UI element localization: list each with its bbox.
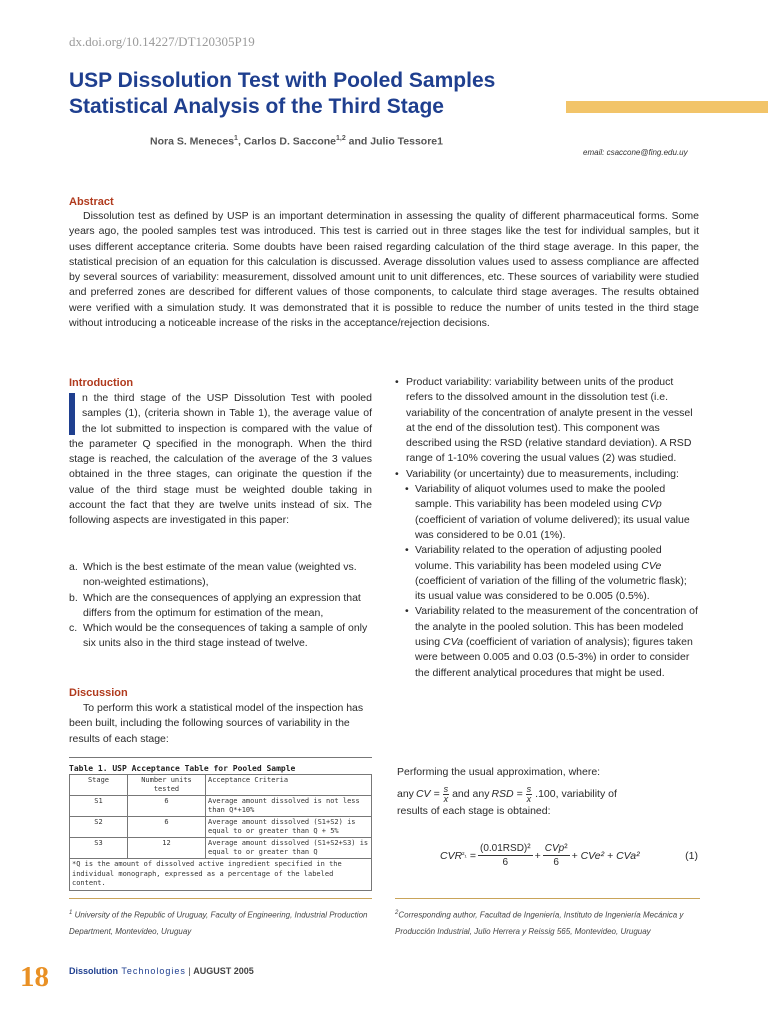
article-title: [69, 68, 569, 120]
table-header: Stage: [70, 775, 128, 796]
email-contact[interactable]: email: csaccone@fing.edu.uy: [583, 148, 688, 157]
table-header-row: [70, 775, 372, 796]
list-item: b. Which are the consequences of applying an expression that differs from the optimum for estimation of the mean,: [69, 591, 361, 619]
approximation-text: [397, 765, 702, 819]
table-caption: Table 1. USP Acceptance Table for Pooled Sample: [69, 764, 296, 773]
fraction: $\frac{\text{CVp²}}{6}$: [544, 843, 568, 868]
list-item: • Variability of aliquot volumes used to make the pooled sample. This variability has been modeled using CVp (coefficient of variation of volume delivered); its usual value was considered to be 0.01 (1%).: [395, 482, 700, 543]
approximation-formula-line: any CV = $\frac{s}{x}$ and any RSD = $\frac{s}{x}$ .100, variability of: [397, 784, 617, 804]
footnote-rule-right: [395, 898, 700, 899]
discussion-text: To perform this work a statistical model of the inspection has been built, including the following sources of variability in the results of each stage:: [69, 702, 364, 745]
journal-footer: Dissolution Technologies | AUGUST 2005: [69, 966, 254, 976]
abstract-heading: Abstract: [69, 196, 114, 208]
bullet-icon: •: [395, 376, 399, 388]
fraction: $\frac{s}{x}$: [526, 784, 532, 804]
list-item: • Variability related to the measurement of the concentration of the analyte in the pooled solution. This has been modeled using CVa (coefficient of variation of analysis); figures taken were between 0.005 and 0.03 (0.5-3%) in order to consider the different analytical procedures that might be used.: [395, 604, 700, 680]
page-number: 18: [20, 961, 49, 993]
table-cell: 6: [128, 796, 206, 817]
table-cell: 12: [128, 838, 206, 859]
table-cell: 6: [128, 817, 206, 838]
equation-number: (1): [685, 849, 698, 862]
table-row: [70, 838, 372, 859]
fraction: $\frac{s}{x}$: [443, 784, 449, 804]
table-cell: S1: [70, 796, 128, 817]
introduction-body: [69, 391, 372, 529]
author-3: and Julio Tessore1: [345, 135, 443, 148]
footnote-2: $^2$Corresponding author, Facultad de Ingeniería, Instituto de Ingeniería Mecánica y Producción Industrial, Julio Herrera y Reissig 565, Montevideo, Uruguay: [395, 910, 684, 936]
introduction-heading: Introduction: [69, 377, 134, 389]
table-cell: S3: [70, 838, 128, 859]
journal-name-a: Dissolution: [69, 966, 118, 976]
approximation-intro: Performing the usual approximation, where:: [397, 766, 601, 778]
table-row: [70, 817, 372, 838]
discussion-heading: Discussion: [69, 687, 128, 699]
table-cell: Average amount dissolved (S1+S2+S3) is equal to or greater than Q: [206, 838, 372, 859]
bullet-icon: •: [405, 544, 409, 557]
table-header: Acceptance Criteria: [206, 775, 372, 796]
approximation-results: results of each stage is obtained:: [397, 805, 551, 817]
title-line-2: Statistical Analysis of the Third Stage: [69, 95, 444, 118]
list-item: • Product variability: variability between units of the product refers to the dissolved amount in the dissolution test (i.e. variability of the concentration of analyte present in the vessel at the end of the dissolution test). This component was described using the RSD (relative standard deviation). A RSD range of 1-10% covering the usual values (2) was studied.: [395, 375, 700, 467]
fraction: $\frac{\text{(0.01RSD)²}}{6}$: [480, 843, 531, 868]
table-row: [70, 796, 372, 817]
bullet-icon: •: [405, 483, 409, 496]
bullet-icon: •: [405, 605, 409, 618]
list-item: • Variability (or uncertainty) due to measurements, including:: [395, 467, 700, 482]
author-2-affiliation: 1,2: [336, 135, 346, 142]
title-line-1: USP Dissolution Test with Pooled Samples: [69, 69, 496, 92]
footnote-1: $^1$ University of the Republic of Uruguay, Faculty of Engineering, Industrial Production Department, Montevideo, Uruguay: [69, 910, 368, 936]
table-cell: Average amount dissolved (S1+S2) is equal to or greater than Q + 5%: [206, 817, 372, 838]
abstract-text: Dissolution test as defined by USP is an important determination in assessing the quality of different pharmaceutical forms. Some years ago, the pooled samples test was introduced. This test is carried out in three stages like the test for individual samples, but it uses different acceptance criteria. Some doubts have been raised regarding calculation of the third stage average. In this paper, the statistical precision of an equation for this calculation is discussed. Average dissolution values used to assess compliance are affected by several sources of variability: measurement, dissolved amount unit to unit differences, etc. These sources of variability were studied and preferred zones are described for different values of those components, to calculate third stage averages. The results obtained were verified with a simulation study. It was demonstrated that it is possible to reduce the number of units tested in the third stage without introducing a noticeable increase of the risks in the acceptance/rejection decisions.: [69, 210, 699, 330]
table-footnote: *Q is the amount of dissolved active ingredient specified in the individual monograph, expressed as a percentage of the labeled content.: [69, 859, 372, 891]
question-list: [69, 560, 372, 652]
footnote-rule-left: [69, 898, 372, 899]
equation-1: CVR ²₁ = $\frac{\text{(0.01RSD)²}}{6}$ + $\frac{\text{CVp²}}{6}$ + CVe² + CVa² (1): [440, 843, 698, 868]
journal-name-b: Technologies: [118, 966, 186, 976]
authors: [150, 135, 443, 148]
variability-list: [395, 375, 700, 681]
issue-date: AUGUST 2005: [193, 966, 254, 976]
list-item: a. Which is the best estimate of the mean value (weighted vs. non-weighted estimations),: [69, 561, 357, 589]
drop-cap: [69, 393, 75, 435]
table-cell: Average amount dissolved is not less than Q*+10%: [206, 796, 372, 817]
author-1: Nora S. Meneces: [150, 135, 235, 148]
bullet-icon: •: [395, 467, 399, 480]
title-accent-bar: [566, 101, 768, 113]
author-2: , Carlos D. Saccone: [237, 135, 336, 148]
list-item: • Variability related to the operation of adjusting pooled volume. This variability has been modeled using CVe (coefficient of variation of the filling of the volumetric flask); its usual value was considered to be 0.005 (0.5%).: [395, 543, 700, 604]
table-cell: S2: [70, 817, 128, 838]
doi-link[interactable]: dx.doi.org/10.14227/DT120305P19: [69, 34, 255, 49]
list-item: c. Which would be the consequences of taking a sample of only six units also in the third stage instead of twelve.: [69, 622, 368, 650]
table-header: Number units tested: [128, 775, 206, 796]
author-1-affiliation: 1: [234, 135, 238, 142]
introduction-text: n the third stage of the USP Dissolution Test with pooled samples (1), (criteria shown in Table 1), the average value of the lot submitted to inspection is compared with the value of the parameter Q specified in the monograph. When the third stage is reached, the calculation of the average of the 3 values obtained in the three stages, can originate the question if the value of the third stage must be weighted double taking in account the fact that they are twelve units instead of six. The following aspects are investigated in this paper:: [69, 392, 372, 527]
table-1: [69, 757, 372, 891]
acceptance-table: [69, 774, 372, 859]
